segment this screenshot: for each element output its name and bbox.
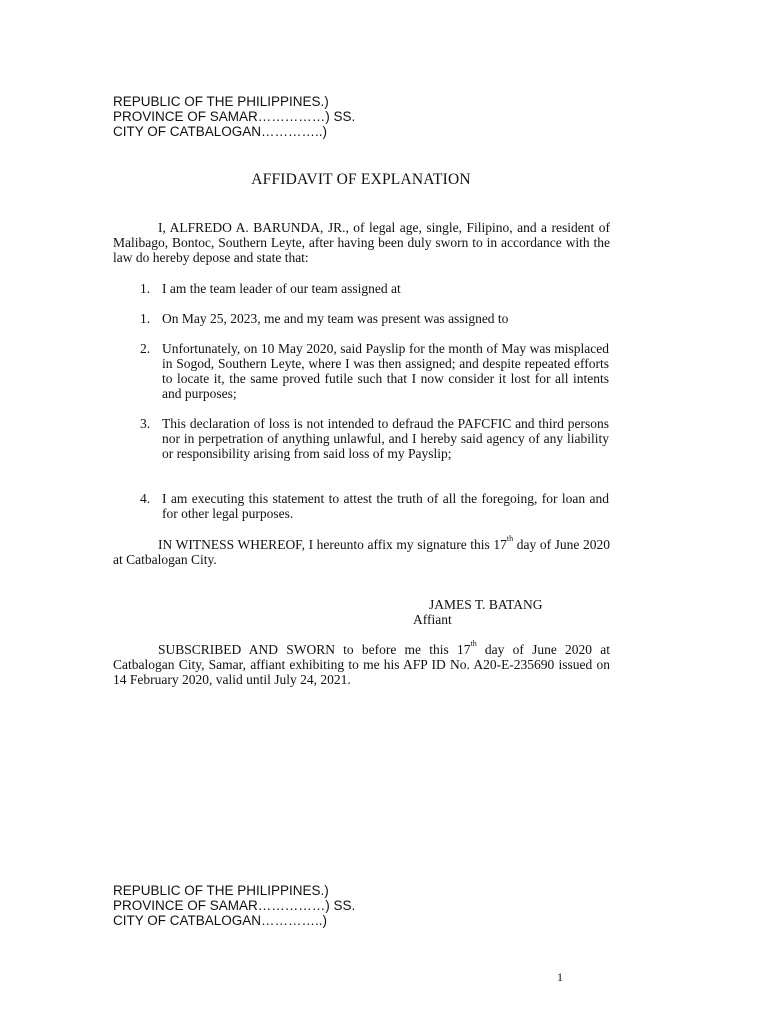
item-text: This declaration of loss is not intended to defraud the PAFCFIC and third persons nor in perpetration of anything unlawful, and I hereby said agency of any liability or responsibility arising from said loss of my Payslip; bbox=[162, 416, 609, 461]
caption-republic: REPUBLIC OF THE PHILIPPINES.) bbox=[113, 94, 329, 109]
item-number: 2. bbox=[140, 341, 151, 356]
caption-city: CITY OF CATBALOGAN…………..) bbox=[113, 913, 328, 928]
witness-text-cont: day of June 2020 at Catbalogan City. bbox=[113, 537, 611, 567]
item-number: 4. bbox=[140, 491, 151, 506]
item-text: I am the team leader of our team assigned at bbox=[162, 281, 401, 296]
document-title: AFFIDAVIT OF EXPLANATION bbox=[251, 171, 471, 188]
intro-paragraph: I, ALFREDO A. BARUNDA, JR., of legal age, single, Filipino, and a resident of Malibago, Bontoc, Southern Leyte, after having been duly sworn to in accordance with the law do hereby depose and state that: bbox=[113, 220, 610, 265]
witness-paragraph bbox=[113, 534, 611, 567]
item-text: On May 25, 2023, me and my team was present was assigned to bbox=[162, 311, 509, 326]
item-number: 1. bbox=[140, 311, 151, 326]
caption-province: PROVINCE OF SAMAR……………) SS. bbox=[113, 109, 356, 124]
caption-city: CITY OF CATBALOGAN…………..) bbox=[113, 124, 328, 139]
page-number: 1 bbox=[557, 970, 563, 984]
item-text: I am executing this statement to attest the truth of all the foregoing, for loan and for other legal purposes. bbox=[162, 491, 609, 521]
list-item bbox=[140, 491, 609, 521]
list-item bbox=[140, 416, 609, 461]
list-item bbox=[140, 281, 609, 296]
list-item bbox=[140, 341, 609, 401]
jurat-text: SUBSCRIBED AND SWORN to before me this 17 bbox=[158, 642, 471, 657]
caption-bottom bbox=[113, 883, 513, 928]
witness-text: IN WITNESS WHEREOF, I hereunto affix my signature this 17 bbox=[158, 537, 507, 552]
list-item bbox=[140, 311, 609, 326]
caption-top bbox=[113, 94, 513, 139]
item-text: Unfortunately, on 10 May 2020, said Payslip for the month of May was misplaced in Sogod, Southern Leyte, where I was then assigned; and despite repeated efforts to locate it, the same proved futile such that I now consider it lost for all intents and purposes; bbox=[162, 341, 609, 401]
jurat-paragraph bbox=[113, 639, 610, 687]
witness-day-suffix: th bbox=[506, 534, 514, 543]
signatory-name: JAMES T. BATANG bbox=[429, 597, 543, 612]
item-number: 1. bbox=[140, 281, 151, 296]
caption-province: PROVINCE OF SAMAR……………) SS. bbox=[113, 898, 356, 913]
jurat-day-suffix: th bbox=[470, 639, 477, 648]
caption-republic: REPUBLIC OF THE PHILIPPINES.) bbox=[113, 883, 329, 898]
signatory-role: Affiant bbox=[413, 612, 452, 627]
item-number: 3. bbox=[140, 416, 151, 431]
jurat-text-cont: day of June 2020 at Catbalogan City, Samar, affiant exhibiting to me his AFP ID No. A20-E-235690 issued on 14 February 2020, valid until July 24, 2021. bbox=[113, 642, 610, 687]
